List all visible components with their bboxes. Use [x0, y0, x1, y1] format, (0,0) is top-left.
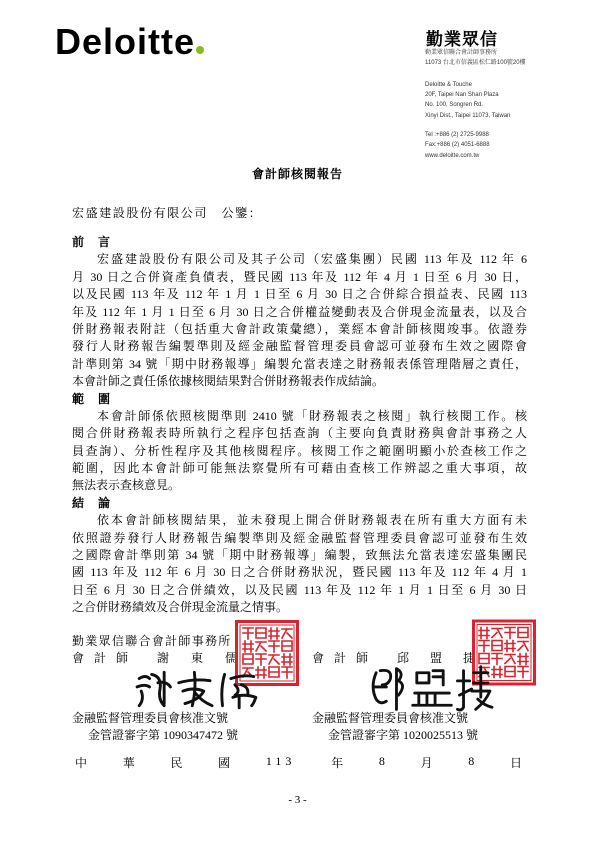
paragraph-line: 無法表示查核意見。 — [72, 478, 181, 493]
approval-number: 金管證審字第 1020025513 號 — [328, 728, 479, 742]
fax-line: Fax:+886 (2) 4051-6888 — [425, 142, 490, 148]
date-part: 日 — [509, 756, 522, 770]
date-day: 8 — [468, 754, 475, 768]
website-line: www.deloitte.com.tw — [425, 153, 480, 159]
logo-dot-icon — [196, 46, 204, 54]
accountant-title: 會計師 — [312, 651, 379, 665]
phone-line: Tel :+886 (2) 2725-9988 — [425, 132, 489, 138]
paragraph-line: 依本會計師核閱結果，並未發現上開合併財務報表在所有重大方面有未 — [97, 513, 527, 528]
paragraph-line: 依照證券發行人財務報告編製準則及經金融監督管理委員會認可並發布生效 — [72, 530, 527, 545]
date-month: 8 — [378, 754, 385, 768]
approval-number: 金管證審字第 1090347472 號 — [88, 728, 239, 742]
addressee: 宏盛建設股份有限公司 公鑒： — [72, 206, 263, 220]
page-number: - 3 - — [288, 794, 307, 806]
paragraph-line: 本會計師之責任係依據核閱結果對合併財務報表作成結論。 — [72, 374, 385, 389]
paragraph-line: 計準則第 34 號「期中財務報導」編製允當表達之財務報表係管理階層之責任， — [72, 356, 527, 371]
address-line: Xinyi Dist., Taipei 11073, Taiwan — [425, 113, 511, 119]
audit-firm-name: 勤業眾信聯合會計師事務所 — [72, 634, 232, 648]
paragraph-line: 併財務報表附註（包括重大會計政策彙總），業經本會計師核閱竣事。依證券 — [72, 321, 527, 336]
paragraph-line: 之國際會計準則第 34 號「期中財務報導」編製，致無法允當表達宏盛集團民 — [72, 548, 527, 563]
address-line: No. 100, Songren Rd. — [425, 102, 484, 108]
date-part: 國 — [218, 756, 231, 770]
section-heading-scope: 範 圍 — [72, 391, 112, 406]
accountant-name: 謝東儒 — [157, 651, 260, 665]
section-heading-introduction: 前 言 — [72, 235, 112, 249]
report-title: 會計師核閱報告 — [251, 167, 343, 181]
date-part: 民 — [170, 756, 183, 770]
report-body — [72, 234, 527, 617]
paragraph-line: 員查詢）、分析性程序及其他核閱程序。核閱工作之範圍明顯小於查核工作之 — [72, 443, 527, 458]
approval-label: 金融監督管理委員會核准文號 — [312, 711, 469, 725]
accountant-title: 會計師 — [72, 651, 139, 665]
date-part: 中 — [75, 756, 88, 770]
paragraph-line: 之合併財務績效及合併現金流量之情事。 — [72, 600, 289, 615]
paragraph-line: 國 113 年及 112 年 6 月 30 日之合併財務狀況，暨民國 113 年及 112 年 4 月 1 — [72, 565, 527, 580]
date-part: 華 — [122, 756, 135, 770]
section-heading-conclusion: 結 論 — [72, 495, 112, 510]
handwritten-signature — [366, 664, 494, 714]
address-line: 11073 台北市信義區松仁路100號20樓 — [425, 60, 526, 66]
address-line: 勤業眾信聯合會計師事務所 — [425, 50, 498, 56]
paragraph-line: 範圍，因此本會計師可能無法察覺所有可藉由查核工作辨認之重大事項，故 — [72, 461, 527, 476]
paragraph-line: 本會計師係依照核閱準則 2410 號「財務報表之核閱」執行核閱工作。核 — [97, 408, 527, 423]
paragraph-line: 閱合併財務報表時所執行之程序包括查詢（主要向負責財務與會計事務之人 — [72, 426, 527, 441]
paragraph-line: 以及民國 113 年及 112 年 1 月 1 日至 6 月 30 日之合併綜合損益表、民國 113 — [72, 287, 527, 302]
paragraph-line: 宏盛建設股份有限公司及其子公司（宏盛集團）民國 113 年及 112 年 6 — [97, 252, 527, 267]
address-line: Deloitte & Touche — [425, 82, 472, 88]
approval-label: 金融監督管理委員會核准文號 — [72, 711, 229, 725]
handwritten-signature — [135, 668, 260, 710]
logo-wordmark: Deloitte — [55, 21, 196, 62]
firm-name-chinese: 勤業眾信 — [426, 30, 498, 50]
address-line: 20F, Taipei Nan Shan Plaza — [425, 92, 499, 98]
date-part: 年 — [331, 756, 344, 770]
paragraph-line: 日至 6 月 30 日之合併績效，以及民國 113 年及 112 年 1 月 1 日至 6 月 30 日 — [72, 582, 527, 597]
paragraph-line: 月 30 日之合併資產負債表，暨民國 113 年及 112 年 4 月 1 日至 6 月 30 日， — [72, 269, 527, 284]
paragraph-line: 年及 112 年 1 月 1 日至 6 月 30 日之合併權益變動表及合併現金流量表，以及合 — [72, 304, 527, 319]
report-date — [75, 754, 522, 771]
date-year: 113 — [265, 754, 296, 768]
deloitte-logo — [55, 21, 204, 62]
accountant-name: 邱盟捷 — [397, 651, 497, 665]
paragraph-line: 發行人財務報告編製準則及經金融監督管理委員會認可並發布生效之國際會 — [72, 339, 527, 354]
date-part: 月 — [420, 756, 433, 770]
